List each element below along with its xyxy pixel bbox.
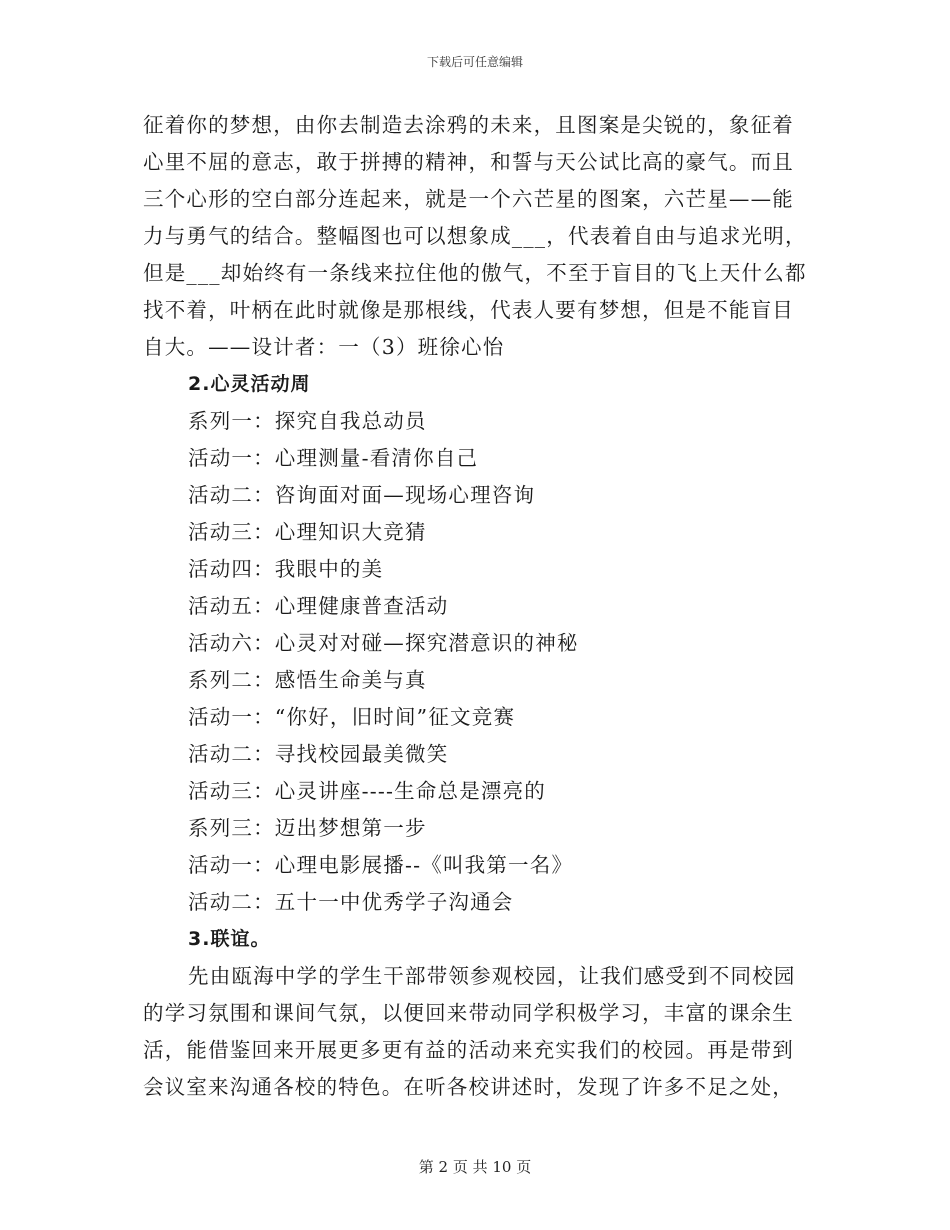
paragraph-line: 先由瓯海中学的学生干部带领参观校园，让我们感受到不同校园: [188, 964, 796, 988]
list-item: 活动二：五十一中优秀学子沟通会: [188, 890, 514, 914]
paragraph-line: 征着你的梦想，由你去制造去涂鸦的未来，且图案是尖锐的，象征着: [143, 113, 794, 137]
paragraph-fellowship: [143, 958, 813, 1106]
list-item: 活动六：心灵对对碰—探究潜意识的神秘: [188, 631, 579, 655]
paragraph-line: 自大。——设计者：一（3）班徐心怡: [143, 335, 505, 359]
page-header: 下载后可任意编辑: [426, 55, 523, 69]
list-item: 活动二：咨询面对面—现场心理咨询: [188, 483, 536, 507]
list-item: 活动三：心灵讲座----生命总是漂亮的: [188, 779, 547, 803]
section-heading-mind-week: 2.心灵活动周: [188, 373, 311, 395]
list-item: 系列三：迈出梦想第一步: [188, 816, 427, 840]
paragraph-continued: [143, 107, 813, 366]
section-heading-fellowship: 3.联谊。: [188, 928, 271, 950]
list-item: 活动一：心理测量-看清你自己: [188, 446, 479, 470]
paragraph-line: 找不着，叶柄在此时就像是那根线，代表人要有梦想，但是不能盲目: [143, 298, 794, 322]
list-item: 活动四：我眼中的美: [188, 557, 384, 581]
page-number: 第 2 页 共 10 页: [418, 1158, 532, 1176]
list-item: 系列二：感悟生命美与真: [188, 668, 427, 692]
list-item: 活动二：寻找校园最美微笑: [188, 742, 449, 766]
list-item: 系列一：探究自我总动员: [188, 409, 427, 433]
paragraph-line: 的学习氛围和课间气氛，以便回来带动同学积极学习，丰富的课余生: [143, 1001, 794, 1025]
list-item: 活动一：“你好，旧时间”征文竞赛: [188, 705, 516, 729]
paragraph-line: 心里不屈的意志，敢于拼搏的精神，和誓与天公试比高的豪气。而且: [143, 150, 794, 174]
paragraph-line: 会议室来沟通各校的特色。在听各校讲述时，发现了许多不足之处，: [143, 1075, 794, 1099]
paragraph-line: 三个心形的空白部分连起来，就是一个六芒星的图案，六芒星——能: [143, 187, 794, 211]
paragraph-line: 力与勇气的结合。整幅图也可以想象成___，代表着自由与追求光明，: [143, 224, 807, 248]
list-item: 活动三：心理知识大竞猜: [188, 520, 427, 544]
document-body: [143, 107, 813, 1106]
list-item: 活动一：心理电影展播--《叫我第一名》: [188, 853, 574, 877]
activity-list: [143, 403, 813, 921]
list-item: 活动五：心理健康普查活动: [188, 594, 449, 618]
paragraph-line: 活，能借鉴回来开展更多更有益的活动来充实我们的校园。再是带到: [143, 1038, 794, 1062]
paragraph-line: 但是___却始终有一条线来拉住他的傲气，不至于盲目的飞上天什么都: [143, 261, 807, 285]
